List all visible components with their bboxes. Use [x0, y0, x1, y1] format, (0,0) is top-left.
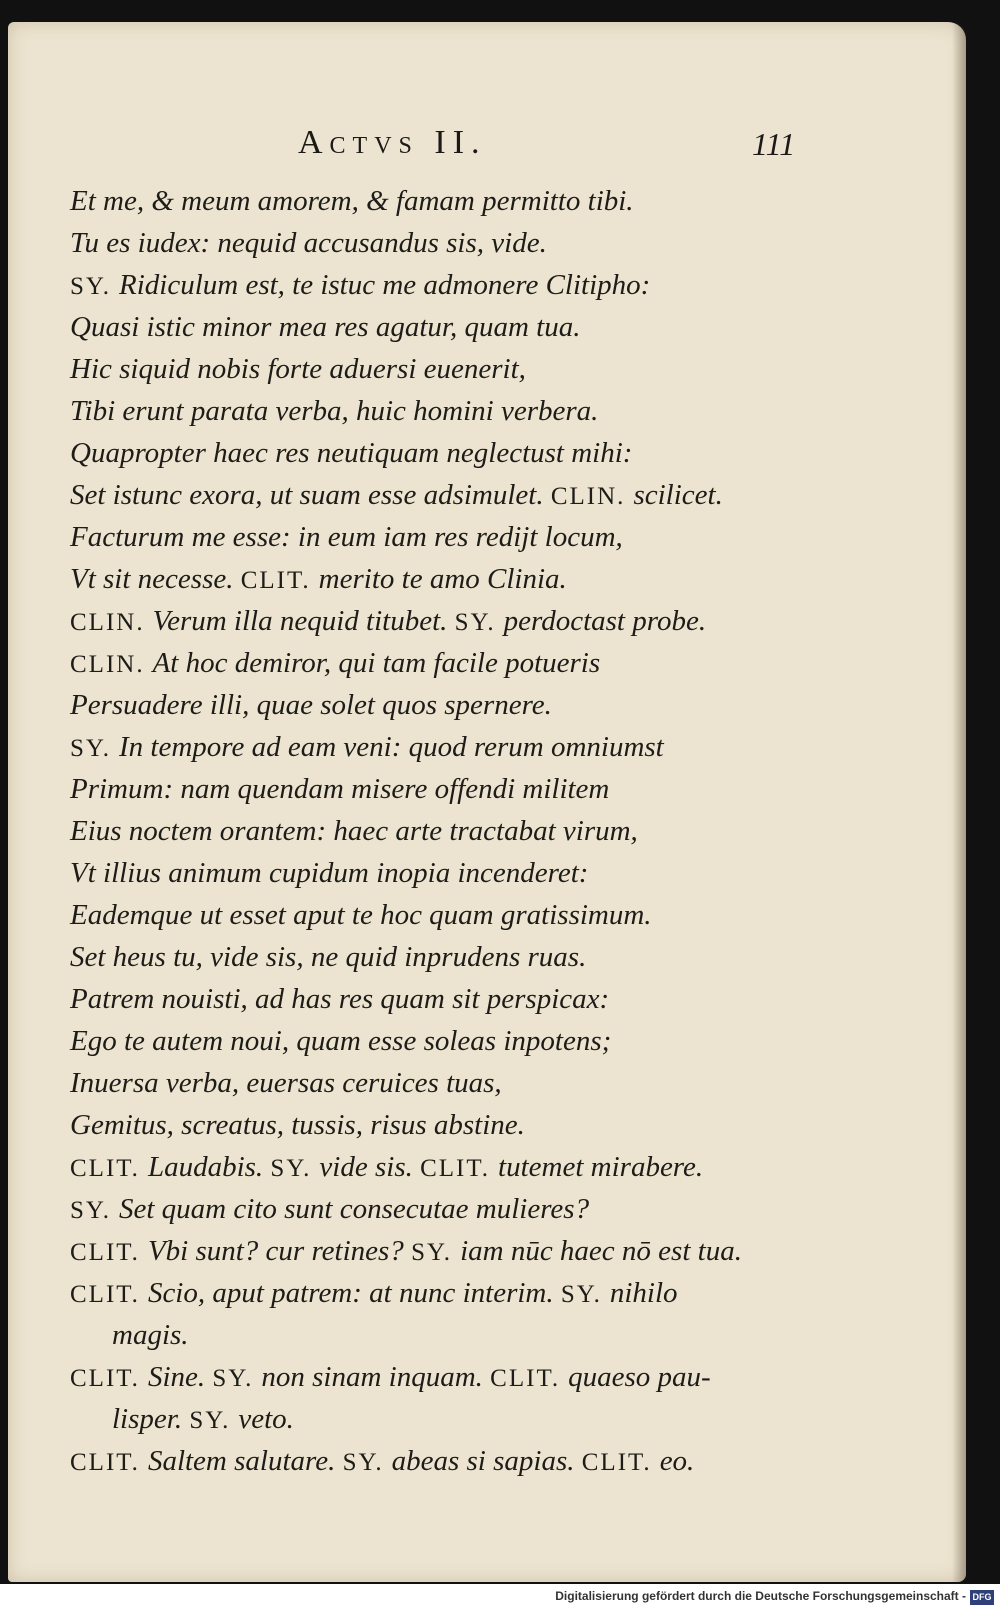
verse-line: [70, 1230, 930, 1272]
verse-text: tutemet mirabere.: [498, 1151, 704, 1183]
verse-text: Verum illa nequid titubet.: [152, 605, 448, 637]
digitization-credit-bar: [0, 1584, 1000, 1614]
verse-line: [70, 684, 930, 726]
verse-line: [70, 390, 930, 432]
verse-text: Set quam cito sunt consecutae mulieres?: [119, 1193, 590, 1225]
verse-text: Tibi erunt parata verba, huic homini verbera.: [70, 395, 599, 427]
verse-text: Scio, aput patrem: at nunc interim.: [147, 1277, 554, 1309]
verse-text: Ego te autem noui, quam esse soleas inpotens;: [70, 1025, 612, 1057]
verse-text: magis.: [112, 1319, 189, 1351]
verse-line: [70, 852, 930, 894]
speaker-label: CLIT.: [70, 1155, 140, 1182]
verse-text: Hic siquid nobis forte aduersi euenerit,: [70, 353, 526, 385]
verse-text: Eademque ut esset aput te hoc quam gratissimum.: [70, 899, 652, 931]
page-edge-shadow: [952, 22, 966, 1582]
verse-line: [70, 474, 930, 516]
verse-text: Gemitus, screatus, tussis, risus abstine.: [70, 1109, 525, 1141]
speaker-label: SY.: [70, 735, 111, 762]
speaker-label: CLIT.: [70, 1281, 140, 1308]
verse-line: [70, 936, 930, 978]
verse-line: [70, 1062, 930, 1104]
verse-text: Patrem nouisti, ad has res quam sit perspicax:: [70, 983, 610, 1015]
speaker-label: SY.: [411, 1239, 453, 1266]
page-number: 111: [752, 126, 796, 162]
verse-text: Set istunc exora, ut suam esse adsimulet.: [70, 479, 544, 511]
verse-line: [70, 978, 930, 1020]
verse-text: nihilo: [609, 1277, 678, 1309]
verse-text: Facturum me esse: in eum iam res redijt locum,: [70, 521, 623, 553]
verse-line: [70, 726, 930, 768]
verse-text: abeas si sapias.: [391, 1445, 575, 1477]
digitization-credit-text: Digitalisierung gefördert durch die Deutsche Forschungsgemeinschaft -: [555, 1589, 966, 1603]
speaker-label: CLIT.: [240, 567, 311, 594]
verse-text: At hoc demiror, qui tam facile potueris: [152, 647, 601, 679]
verse-text: perdoctast probe.: [503, 605, 707, 637]
verse-text: Sine.: [147, 1361, 206, 1393]
speaker-label: CLIN.: [70, 651, 145, 678]
speaker-label: SY.: [189, 1407, 231, 1434]
speaker-label: CLIN.: [70, 609, 145, 636]
speaker-label: SY.: [454, 609, 496, 636]
verse-line: [70, 180, 930, 222]
speaker-label: CLIT.: [420, 1155, 491, 1182]
verse-text: vide sis.: [319, 1151, 413, 1183]
verse-text: veto.: [238, 1403, 294, 1435]
verse-text: Quapropter haec res neutiquam neglectust mihi:: [70, 437, 633, 469]
verse-line: [70, 1440, 930, 1482]
verse-line: [70, 1146, 930, 1188]
verse-text: Vbi sunt? cur retines?: [147, 1235, 404, 1267]
speaker-label: SY.: [560, 1281, 602, 1308]
speaker-label: SY.: [212, 1365, 254, 1392]
verse-line: [70, 348, 930, 390]
verse-text: eo.: [659, 1445, 695, 1477]
verse-text: Saltem salutare.: [147, 1445, 336, 1477]
book-page: [8, 22, 966, 1582]
verse-text: Primum: nam quendam misere offendi militem: [70, 773, 610, 805]
speaker-label: CLIT.: [70, 1449, 140, 1476]
verse-line: [70, 1356, 930, 1398]
verse-text: scilicet.: [633, 479, 723, 511]
verse-line: [70, 306, 930, 348]
verse-text: Vt illius animum cupidum inopia incenderet:: [70, 857, 589, 889]
dfg-logo: DFG: [970, 1590, 994, 1605]
verse-line: [70, 516, 930, 558]
verse-line: [70, 558, 930, 600]
speaker-label: SY.: [270, 1155, 312, 1182]
verse-line: [70, 600, 930, 642]
verse-text: Persuadere illi, quae solet quos spernere.: [70, 689, 552, 721]
running-head: [8, 124, 966, 164]
verse-line: [70, 1314, 930, 1356]
verse-text: Ridiculum est, te istuc me admonere Clitipho:: [119, 269, 651, 301]
verse-text: Set heus tu, vide sis, ne quid inprudens ruas.: [70, 941, 587, 973]
verse-line: [70, 1398, 930, 1440]
speaker-label: CLIT.: [581, 1449, 652, 1476]
speaker-label: SY.: [342, 1449, 384, 1476]
verse-text: Inuersa verba, euersas ceruices tuas,: [70, 1067, 502, 1099]
verse-line: [70, 432, 930, 474]
verse-text: iam nūc haec nō est tua.: [460, 1235, 742, 1267]
verse-line: [70, 1272, 930, 1314]
speaker-label: SY.: [70, 273, 111, 300]
verse-text: Et me, & meum amorem, & famam permitto tibi.: [70, 185, 634, 217]
verse-line: [70, 768, 930, 810]
speaker-label: CLIT.: [70, 1365, 140, 1392]
verse-line: [70, 264, 930, 306]
verse-line: [70, 1104, 930, 1146]
verse-text: non sinam inquam.: [261, 1361, 483, 1393]
verse-line: [70, 1188, 930, 1230]
verse-text: Tu es iudex: nequid accusandus sis, vide.: [70, 227, 547, 259]
verse-line: [70, 1020, 930, 1062]
verse-text: merito te amo Clinia.: [318, 563, 567, 595]
verse-line: [70, 642, 930, 684]
verse-text-block: [70, 180, 930, 1482]
verse-text: Laudabis.: [147, 1151, 264, 1183]
verse-text: Vt sit necesse.: [70, 563, 234, 595]
speaker-label: SY.: [70, 1197, 111, 1224]
verse-text: In tempore ad eam veni: quod rerum omniumst: [119, 731, 664, 763]
verse-text: Eius noctem orantem: haec arte tractabat virum,: [70, 815, 638, 847]
speaker-label: CLIT.: [490, 1365, 561, 1392]
verse-line: [70, 894, 930, 936]
speaker-label: CLIT.: [70, 1239, 140, 1266]
speaker-label: CLIN.: [550, 483, 626, 510]
verse-text: lisper.: [112, 1403, 183, 1435]
verse-text: quaeso pau-: [568, 1361, 711, 1393]
verse-line: [70, 810, 930, 852]
verse-text: Quasi istic minor mea res agatur, quam tua.: [70, 311, 581, 343]
running-title: Actvs II.: [298, 124, 487, 161]
verse-line: [70, 222, 930, 264]
